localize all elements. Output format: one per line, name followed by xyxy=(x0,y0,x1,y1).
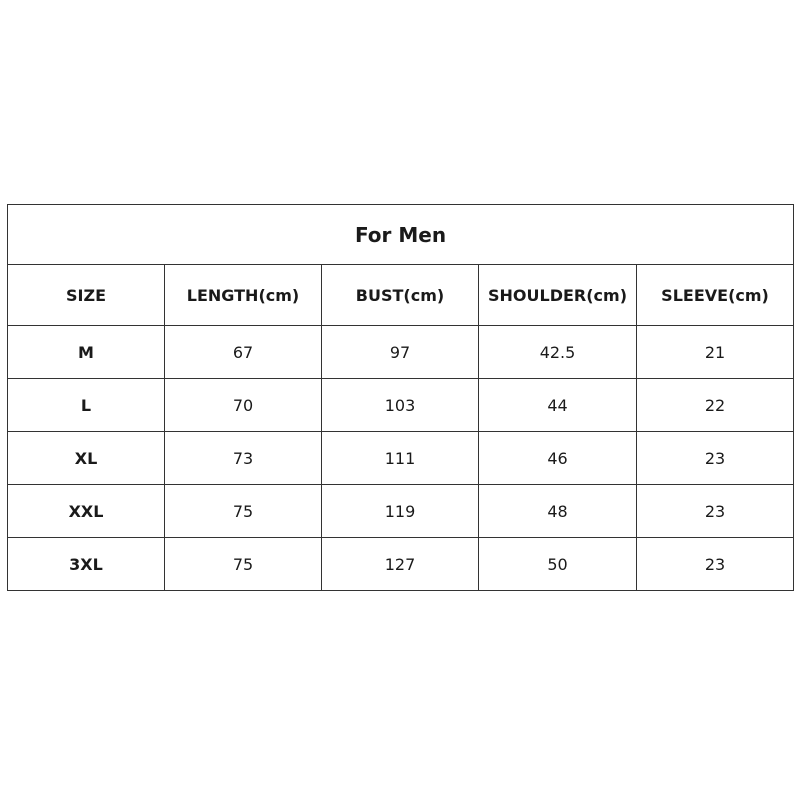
header-shoulder: SHOULDER(cm) xyxy=(479,265,637,326)
bust-cell: 103 xyxy=(322,379,479,432)
size-cell: XL xyxy=(8,432,165,485)
length-cell: 75 xyxy=(165,538,322,591)
table-title: For Men xyxy=(8,205,794,265)
bust-cell: 127 xyxy=(322,538,479,591)
sleeve-cell: 23 xyxy=(637,485,794,538)
header-sleeve: SLEEVE(cm) xyxy=(637,265,794,326)
sleeve-cell: 21 xyxy=(637,326,794,379)
table-title-row xyxy=(8,205,794,265)
header-bust: BUST(cm) xyxy=(322,265,479,326)
length-cell: 75 xyxy=(165,485,322,538)
length-cell: 70 xyxy=(165,379,322,432)
table-row xyxy=(8,432,794,485)
shoulder-cell: 44 xyxy=(479,379,637,432)
sleeve-cell: 23 xyxy=(637,432,794,485)
size-cell: M xyxy=(8,326,165,379)
table-row xyxy=(8,326,794,379)
bust-cell: 119 xyxy=(322,485,479,538)
length-cell: 67 xyxy=(165,326,322,379)
bust-cell: 111 xyxy=(322,432,479,485)
shoulder-cell: 48 xyxy=(479,485,637,538)
size-cell: 3XL xyxy=(8,538,165,591)
table-row xyxy=(8,379,794,432)
table-row xyxy=(8,485,794,538)
header-length: LENGTH(cm) xyxy=(165,265,322,326)
shoulder-cell: 46 xyxy=(479,432,637,485)
sleeve-cell: 23 xyxy=(637,538,794,591)
bust-cell: 97 xyxy=(322,326,479,379)
size-cell: L xyxy=(8,379,165,432)
header-size: SIZE xyxy=(8,265,165,326)
size-chart-table xyxy=(7,204,794,591)
shoulder-cell: 42.5 xyxy=(479,326,637,379)
sleeve-cell: 22 xyxy=(637,379,794,432)
size-cell: XXL xyxy=(8,485,165,538)
length-cell: 73 xyxy=(165,432,322,485)
shoulder-cell: 50 xyxy=(479,538,637,591)
table-header-row xyxy=(8,265,794,326)
table-row xyxy=(8,538,794,591)
